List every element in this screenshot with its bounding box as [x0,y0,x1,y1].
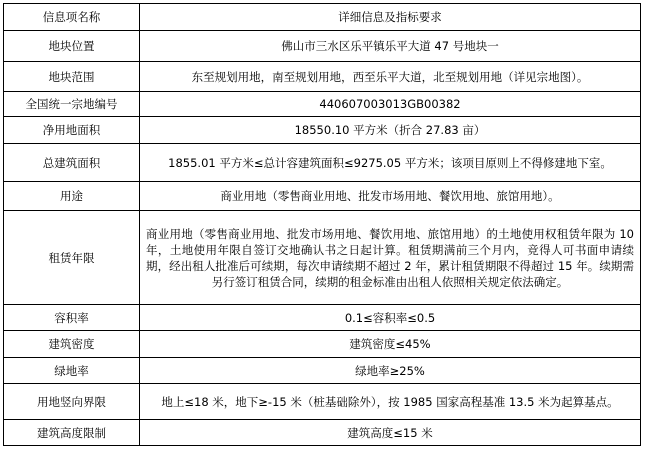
row-key-cell: 租赁年限 [4,211,140,305]
row-value-cell: 东至规划用地，南至规划用地，西至乐平大道，北至规划用地（详见宗地图）。 [140,62,641,92]
table-row [4,182,641,211]
table-row [4,117,641,144]
table-row [4,62,641,92]
table-row [4,31,641,62]
row-key-cell: 地块范围 [4,62,140,92]
row-value-cell: 0.1≤容积率≤0.5 [140,305,641,331]
row-key-cell: 建筑高度限制 [4,420,140,446]
table-row [4,331,641,358]
row-key-cell: 建筑密度 [4,331,140,358]
row-value-cell: 1855.01 平方米≤总计容建筑面积≤9275.05 平方米；该项目原则上不得修建地下室。 [140,144,641,182]
row-key-cell: 净用地面积 [4,117,140,144]
table-row [4,358,641,384]
row-key-cell: 地块位置 [4,31,140,62]
row-key-cell: 容积率 [4,305,140,331]
row-value-cell: 建筑高度≤15 米 [140,420,641,446]
row-value-cell: 18550.10 平方米（折合 27.83 亩） [140,117,641,144]
row-key-cell: 绿地率 [4,358,140,384]
table-row [4,305,641,331]
header-value-cell: 详细信息及指标要求 [140,4,641,31]
indicator-table-container [3,3,641,446]
row-value-cell: 商业用地（零售商业用地、批发市场用地、餐饮用地、旅馆用地）。 [140,182,641,211]
row-value-cell: 建筑密度≤45% [140,331,641,358]
row-key-cell: 总建筑面积 [4,144,140,182]
row-key-cell: 用地竖向界限 [4,384,140,420]
land-indicator-table [3,3,641,446]
table-row [4,92,641,117]
table-header-row [4,4,641,31]
row-value-cell: 地上≤18 米，地下≥-15 米（桩基础除外），按 1985 国家高程基准 13.5 米为起算基点。 [140,384,641,420]
table-row [4,144,641,182]
table-row [4,384,641,420]
row-value-cell: 绿地率≥25% [140,358,641,384]
row-key-cell: 全国统一宗地编号 [4,92,140,117]
row-value-cell: 商业用地（零售商业用地、批发市场用地、餐饮用地、旅馆用地）的土地使用权租赁年限为 10 年，土地使用年限自签订交地确认书之日起计算。租赁期满前三个月内，竞得人可书面申请续期，经出租人批准后可续期，每次申请续期不超过 2 年，累计租赁期限不得超过 15 年。续期需另行签订租赁合同，续期的租金标准由出租人依照相关规定依法确定。 [140,211,641,305]
row-value-cell: 440607003013GB00382 [140,92,641,117]
row-key-cell: 用途 [4,182,140,211]
table-row [4,420,641,446]
header-key-cell: 信息项名称 [4,4,140,31]
table-row [4,211,641,305]
row-value-cell: 佛山市三水区乐平镇乐平大道 47 号地块一 [140,31,641,62]
